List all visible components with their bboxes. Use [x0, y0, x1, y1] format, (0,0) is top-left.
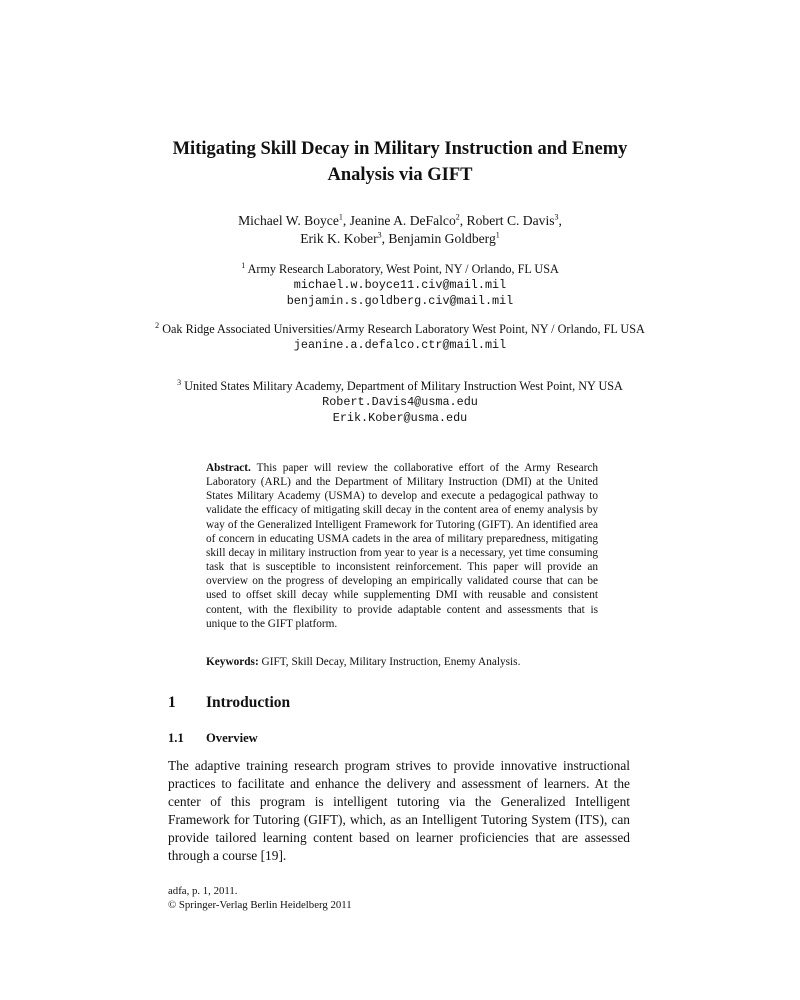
author-name: Michael W. Boyce	[238, 213, 339, 228]
author-list	[170, 212, 630, 248]
keywords-label: Keywords:	[206, 656, 259, 668]
affiliation-number: 3	[177, 377, 182, 387]
subsection-title: Overview	[206, 731, 258, 745]
author-separator: ,	[342, 213, 350, 228]
affiliation-3	[150, 378, 650, 426]
section-title: Introduction	[206, 694, 291, 711]
keywords	[206, 655, 598, 669]
author-separator: ,	[381, 231, 389, 246]
affiliation-number: 2	[155, 320, 160, 330]
body-paragraph: The adaptive training research program strives to provide innovative instructional practices to facilitate and enhance the delivery and assessment of learners. At the center of this program is intelligent tutoring via the Generalized Intelligent Framework for Tutoring (GIFT), which, as an Intelligent Tutoring System (ITS), can provide tailored learning content based on learner proficiencies that are assessed through a course [19].	[168, 758, 630, 863]
author-affiliation-mark: 1	[495, 230, 500, 240]
subsection-heading	[168, 731, 258, 746]
author-name: Robert C. Davis	[466, 213, 555, 228]
abstract	[206, 461, 598, 631]
author-affiliation-mark: 3	[554, 212, 559, 222]
page-footer	[168, 884, 352, 912]
affiliation-1	[150, 261, 650, 309]
author-affiliation-mark: 3	[377, 230, 382, 240]
section-heading	[168, 694, 290, 712]
author-separator: ,	[558, 213, 562, 228]
abstract-text: This paper will review the collaborative effort of the Army Research Laboratory (ARL) and the Department of Military Instruction (DMI) at the United States Military Academy (USMA) to develop and execute a pedagogical pathway to validate the efficacy of mitigating skill decay in the content area of enemy analysis by way of the Generalized Intelligent Framework for Tutoring (GIFT). An identified area of concern in educating USMA cadets in the area of military preparedness, mitigating skill decay in military instruction from year to year is a necessary, yet time consuming task that is susceptible to inconsistent reinforcement. This paper will provide an overview on the progress of developing an empirically validated course that can be used to offset skill decay while supplementing DMI with reusable and consistent content, with the flexibility to provide adaptable content and assessments that is unique to the GIFT platform.	[206, 462, 599, 630]
author-name: Erik K. Kober	[300, 231, 378, 246]
footer-copyright: © Springer-Verlag Berlin Heidelberg 2011	[168, 899, 352, 911]
affiliation-text: Oak Ridge Associated Universities/Army Research Laboratory West Point, NY / Orlando, FL USA	[162, 322, 645, 336]
paper-title: Mitigating Skill Decay in Military Instruction and Enemy Analysis via GIFT	[172, 139, 628, 185]
affiliation-text: Army Research Laboratory, West Point, NY / Orlando, FL USA	[247, 262, 559, 276]
affiliation-text: United States Military Academy, Department of Military Instruction West Point, NY USA	[184, 379, 623, 393]
author-affiliation-mark: 1	[338, 212, 343, 222]
affiliation-2	[140, 321, 660, 353]
footer-citation: adfa, p. 1, 2011.	[168, 885, 238, 897]
abstract-label: Abstract.	[206, 462, 251, 474]
section-number: 1	[168, 694, 176, 711]
email-link[interactable]: michael.w.boyce11.civ@mail.mil	[293, 278, 507, 292]
email-link[interactable]: Robert.Davis4@usma.edu	[322, 395, 478, 409]
author-name: Jeanine A. DeFalco	[349, 213, 456, 228]
author-separator: ,	[459, 213, 467, 228]
email-link[interactable]: Erik.Kober@usma.edu	[332, 411, 468, 425]
email-link[interactable]: jeanine.a.defalco.ctr@mail.mil	[293, 338, 507, 352]
affiliation-number: 1	[241, 260, 246, 270]
author-name: Benjamin Goldberg	[388, 231, 496, 246]
email-link[interactable]: benjamin.s.goldberg.civ@mail.mil	[286, 294, 514, 308]
subsection-number: 1.1	[168, 731, 184, 745]
author-affiliation-mark: 2	[455, 212, 460, 222]
keywords-text: GIFT, Skill Decay, Military Instruction, Enemy Analysis.	[261, 656, 521, 668]
